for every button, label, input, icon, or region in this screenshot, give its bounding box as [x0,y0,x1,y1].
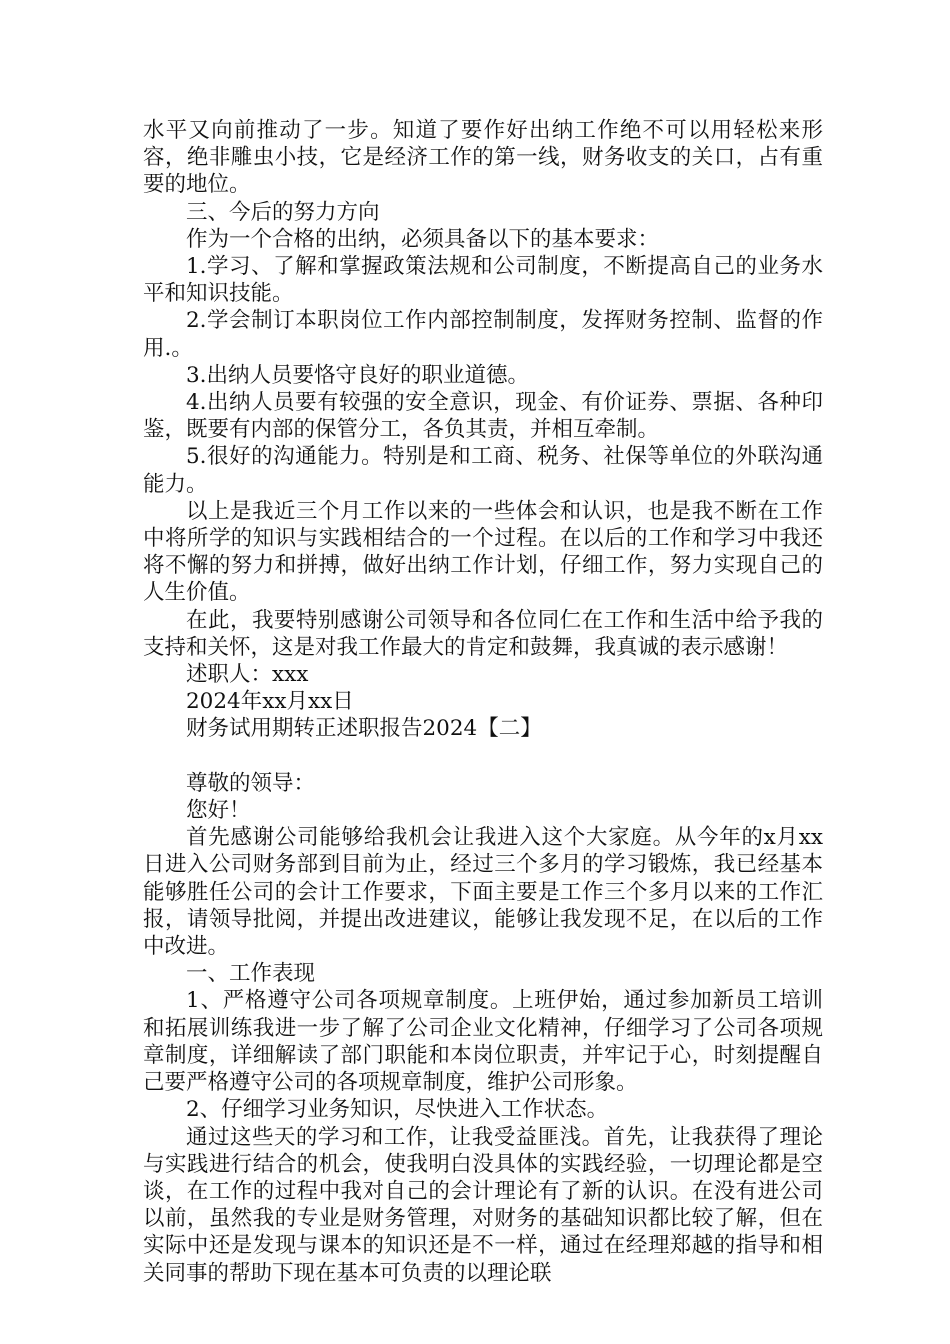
paragraph: 以上是我近三个月工作以来的一些体会和认识，也是我不断在工作中将所学的知识与实践相结合的一个过程。在以后的工作和学习中我还将不懈的努力和拼搏，做好出纳工作计划，仔细工作，努力实现自己的人生价值。 [143,498,823,606]
paragraph: 通过这些天的学习和工作，让我受益匪浅。首先，让我获得了理论与实践进行结合的机会，使我明白没具体的实践经验，一切理论都是空谈，在工作的过程中我对自己的会计理论有了新的认识。在没有进公司以前，虽然我的专业是财务管理，对财务的基础知识都比较了解，但在实际中还是发现与课本的知识还是不一样，通过在经理郑越的指导和相关同事的帮助下现在基本可负责的以理论联 [143,1124,823,1286]
blank-line [143,743,823,770]
sub-heading: 2、仔细学习业务知识，尽快进入工作状态。 [186,1097,609,1123]
section-heading-future-direction: 三、今后的努力方向 [186,199,380,225]
paragraph: 1、严格遵守公司各项规章制度。上班伊始，通过参加新员工培训和拓展训练我进一步了解了公司企业文化精神，仔细学习了公司各项规章制度，详细解读了部门职能和本岗位职责，并牢记于心，时刻提醒自己要严格遵守公司的各项规章制度，维护公司形象。 [143,988,823,1096]
paragraph: 作为一个合格的出纳，必须具备以下的基本要求： [186,226,660,252]
section-heading-work-performance: 一、工作表现 [186,961,316,987]
list-item: 1.学习、了解和掌握政策法规和公司制度，不断提高自己的业务水平和知识技能。 [143,254,823,307]
list-item: 5.很好的沟通能力。特别是和工商、税务、社保等单位的外联沟通能力。 [143,444,823,497]
document-body [143,117,823,1287]
salutation: 尊敬的领导： [186,770,316,796]
list-item: 3.出纳人员要恪守良好的职业道德。 [186,362,530,388]
report-title: 财务试用期转正述职报告2024【二】 [186,716,542,742]
greeting: 您好！ [186,798,251,824]
list-item: 2.学会制订本职岗位工作内部控制制度，发挥财务控制、监督的作用.。 [143,308,823,361]
paragraph: 水平又向前推动了一步。知道了要作好出纳工作绝不可以用轻松来形容，绝非雕虫小技，它是经济工作的第一线，财务收支的关口，占有重要的地位。 [143,118,823,198]
paragraph: 在此，我要特别感谢公司领导和各位同仁在工作和生活中给予我的支持和关怀，这是对我工作最大的肯定和鼓舞，我真诚的表示感谢！ [143,607,823,660]
signature-line: 述职人：xxx [186,662,309,688]
paragraph: 首先感谢公司能够给我机会让我进入这个大家庭。从今年的x月xx日进入公司财务部到目前为止，经过三个多月的学习锻炼，我已经基本能够胜任公司的会计工作要求，下面主要是工作三个多月以来的工作汇报，请领导批阅，并提出改进建议，能够让我发现不足，在以后的工作中改进。 [143,825,823,960]
date-line: 2024年xx月xx日 [186,689,354,715]
list-item: 4.出纳人员要有较强的安全意识，现金、有价证券、票据、各种印鉴，既要有内部的保管分工，各负其责，并相互牵制。 [143,390,823,443]
